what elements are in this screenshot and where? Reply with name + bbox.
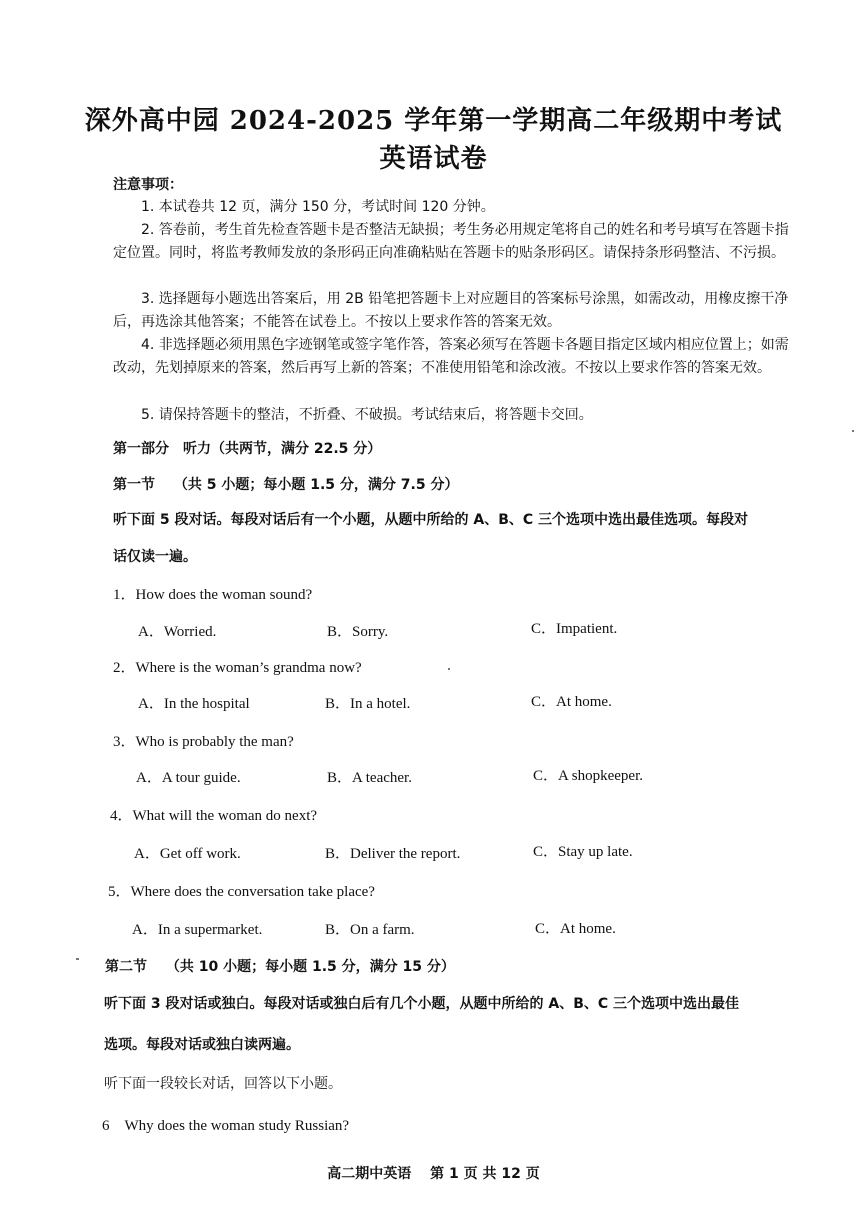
question-4-option-c: C．Stay up late. — [533, 844, 633, 860]
part1-heading: 第一部分 听力（共两节，满分 22.5 分） — [113, 441, 382, 457]
scan-speck — [448, 668, 450, 670]
note-item-4: 4. 非选择题必须用黑色字迹钢笔或签字笔作答，答案必须写在答题卡各题目指定区域内相应位置上；如需改动，先划掉原来的答案，然后再写上新的答案；不准使用铅笔和涂改液。不按以上要求作答的答案无效。 — [113, 337, 789, 376]
section2-heading: 第二节 （共 10 小题；每小题 1.5 分，满分 15 分） — [105, 959, 455, 975]
exam-subtitle: 英语试卷 — [379, 144, 488, 174]
question-4-option-b: B．Deliver the report. — [325, 846, 461, 862]
question-2-stem: 2．Where is the woman’s grandma now? — [113, 660, 362, 676]
question-1-option-b: B．Sorry. — [327, 624, 389, 640]
section1-instruction-line1: 听下面 5 段对话。每段对话后有一个小题，从题中所给的 A、B、C 三个选项中选出最佳选项。每段对 — [113, 512, 749, 528]
notes-heading: 注意事项： — [113, 177, 183, 193]
section2-instruction-line1: 听下面 3 段对话或独白。每段对话或独白后有几个小题，从题中所给的 A、B、C 三个选项中选出最佳 — [104, 996, 740, 1012]
question-5-stem: 5．Where does the conversation take place? — [108, 884, 375, 900]
question-3-option-a: A．A tour guide. — [136, 770, 241, 786]
note-item-2: 2. 答卷前，考生首先检查答题卡是否整洁无缺损；考生务必用规定笔将自己的姓名和考号填写在答题卡指定位置。同时，将监考教师发放的条形码正向准确粘贴在答题卡的贴条形码区。请保持条形码整洁、不污损。 — [113, 222, 789, 261]
page-footer: 高二期中英语 第 1 页 共 12 页 — [327, 1166, 540, 1182]
question-3-stem: 3．Who is probably the man? — [113, 734, 294, 750]
question-3-option-b: B．A teacher. — [327, 770, 412, 786]
scan-speck — [76, 958, 79, 960]
question-5-option-b: B．On a farm. — [325, 922, 415, 938]
question-2-option-b: B．In a hotel. — [325, 696, 411, 712]
section2-instruction-line2: 选项。每段对话或独白读两遍。 — [104, 1037, 300, 1053]
question-5-option-c: C．At home. — [535, 921, 616, 937]
note-item-5: 5. 请保持答题卡的整洁，不折叠、不破损。考试结束后，将答题卡交回。 — [141, 407, 593, 423]
section2-sub-instruction: 听下面一段较长对话，回答以下小题。 — [104, 1076, 342, 1092]
question-2-option-c: C．At home. — [531, 694, 612, 710]
section1-heading: 第一节 （共 5 小题；每小题 1.5 分，满分 7.5 分） — [113, 477, 459, 493]
question-1-option-a: A．Worried. — [138, 624, 217, 640]
scan-speck — [852, 430, 854, 432]
question-4-option-a: A．Get off work. — [134, 846, 241, 862]
exam-title: 深外高中园 2024-2025 学年第一学期高二年级期中考试 — [84, 106, 783, 136]
question-1-option-c: C．Impatient. — [531, 621, 618, 637]
note-item-1: 1. 本试卷共 12 页，满分 150 分，考试时间 120 分钟。 — [141, 199, 495, 215]
question-4-stem: 4．What will the woman do next? — [110, 808, 318, 824]
note-item-3: 3. 选择题每小题选出答案后，用 2B 铅笔把答题卡上对应题目的答案标号涂黑，如需改动，用橡皮擦干净后，再选涂其他答案；不能答在试卷上。不按以上要求作答的答案无效。 — [113, 291, 789, 330]
question-2-option-a: A．In the hospital — [138, 696, 250, 712]
question-1-stem: 1．How does the woman sound? — [113, 587, 313, 603]
question-3-option-c: C．A shopkeeper. — [533, 768, 643, 784]
question-6-stem: 6 Why does the woman study Russian? — [102, 1118, 350, 1134]
question-5-option-a: A．In a supermarket. — [132, 922, 263, 938]
section1-instruction-line2: 话仅读一遍。 — [113, 549, 197, 565]
